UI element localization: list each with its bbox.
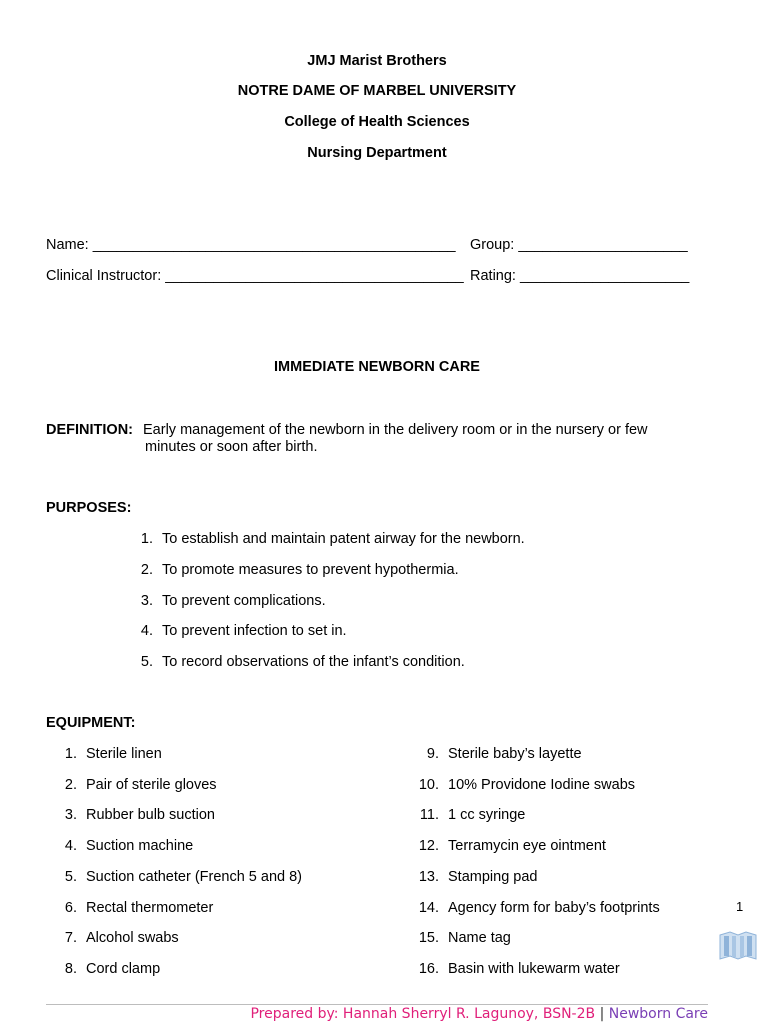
equipment-right-item-text: 10% Providone Iodine swabs [448,776,636,793]
equipment-left-item-number: 2. [64,776,77,793]
equipment-left-item-number: 8. [64,960,77,977]
header-org: JMJ Marist Brothers [307,53,447,69]
equipment-left-item-number: 5. [64,868,77,885]
equipment-right-item [417,961,620,977]
rating-field: Rating: _____________________ [470,268,690,284]
purpose-item [139,531,525,547]
equipment-left-item [55,869,302,885]
equipment-left-item [55,746,162,762]
purpose-item-text: To promote measures to prevent hypothermia. [162,561,459,578]
purpose-item-number: 3. [140,592,153,609]
footer-separator: | [595,1006,609,1022]
equipment-left-item-text: Alcohol swabs [86,930,179,947]
equipment-left-item [55,807,215,823]
page-title: IMMEDIATE NEWBORN CARE [274,359,480,375]
equipment-left-item-text: Suction machine [86,838,194,855]
equipment-left-item [55,838,193,854]
page-number: 1 [736,899,744,914]
equipment-left-item-text: Cord clamp [86,960,161,977]
equipment-left-item-number: 1. [64,746,77,762]
equipment-left-item-text: Sterile linen [86,746,162,762]
instructor-field: Clinical Instructor: _____________________________________ [46,268,464,284]
header-college: College of Health Sciences [284,114,470,130]
equipment-right-item-number: 15. [418,930,439,947]
equipment-right-item [417,807,525,823]
equipment-right-item-text: Sterile baby’s layette [448,746,582,762]
equipment-left-item [55,900,213,916]
equipment-right-item [417,930,511,946]
definition-text-line2: minutes or soon after birth. [145,439,318,455]
equipment-left-item-number: 7. [64,930,77,947]
equipment-right-item-text: Terramycin eye ointment [448,838,606,855]
name-field: Name: _____________________________________________ [46,237,456,253]
purpose-item [139,593,326,609]
equipment-left-item-text: Pair of sterile gloves [86,776,217,793]
equipment-right-item-number: 16. [418,960,439,977]
equipment-right-item-text: Name tag [448,930,511,947]
header-department: Nursing Department [307,145,447,161]
equipment-left-item [55,930,179,946]
equipment-left-item [55,777,217,793]
purpose-item-number: 1. [140,531,153,547]
equipment-right-item-number: 14. [418,899,439,916]
equipment-right-item-text: Agency form for baby’s footprints [448,899,660,916]
purpose-item [139,623,347,639]
equipment-right-item [417,746,582,762]
equipment-right-item-number: 9. [426,746,439,762]
equipment-right-item-number: 12. [418,838,439,855]
equipment-left-item-number: 6. [64,899,77,916]
equipment-right-item [417,838,606,854]
definition-text-line1: Early management of the newborn in the delivery room or in the nursery or few [143,422,648,438]
equipment-right-item-number: 10. [418,776,439,793]
footer-author: Prepared by: Hannah Sherryl R. Lagunoy, BSN-2B [250,1006,596,1022]
purpose-item-text: To record observations of the infant’s condition. [162,654,465,670]
footer-divider [46,1004,708,1005]
header-university: NOTRE DAME OF MARBEL UNIVERSITY [237,83,517,99]
purpose-item-number: 4. [140,623,153,640]
purpose-item [139,562,459,578]
footer [250,1006,708,1022]
purpose-item-number: 2. [140,561,153,578]
equipment-left-item-text: Rubber bulb suction [86,807,215,824]
equipment-right-item [417,777,635,793]
equipment-right-item-text: Basin with lukewarm water [448,960,620,977]
equipment-right-item-text: Stamping pad [448,868,538,885]
equipment-right-item [417,869,537,885]
equipment-right-item-text: 1 cc syringe [448,807,526,824]
equipment-right-item-number: 11. [419,807,439,824]
purposes-heading: PURPOSES: [46,500,132,516]
equipment-right-item-number: 13. [418,868,439,885]
group-field: Group: _____________________ [470,237,688,253]
footer-section: Newborn Care [608,1006,708,1022]
purpose-item-number: 5. [140,654,153,670]
equipment-left-item [55,961,160,977]
purpose-item-text: To prevent complications. [162,592,326,609]
equipment-left-item-text: Rectal thermometer [86,899,214,916]
purpose-item-text: To prevent infection to set in. [162,623,347,640]
equipment-right-item [417,900,660,916]
page-book-icon [718,930,758,962]
purpose-item-text: To establish and maintain patent airway for the newborn. [162,531,525,547]
equipment-left-item-number: 3. [64,807,77,824]
equipment-heading: EQUIPMENT: [46,715,136,731]
equipment-left-item-text: Suction catheter (French 5 and 8) [86,868,303,885]
equipment-left-item-number: 4. [64,838,77,855]
definition-label: DEFINITION: [46,422,133,438]
purpose-item [139,654,465,670]
